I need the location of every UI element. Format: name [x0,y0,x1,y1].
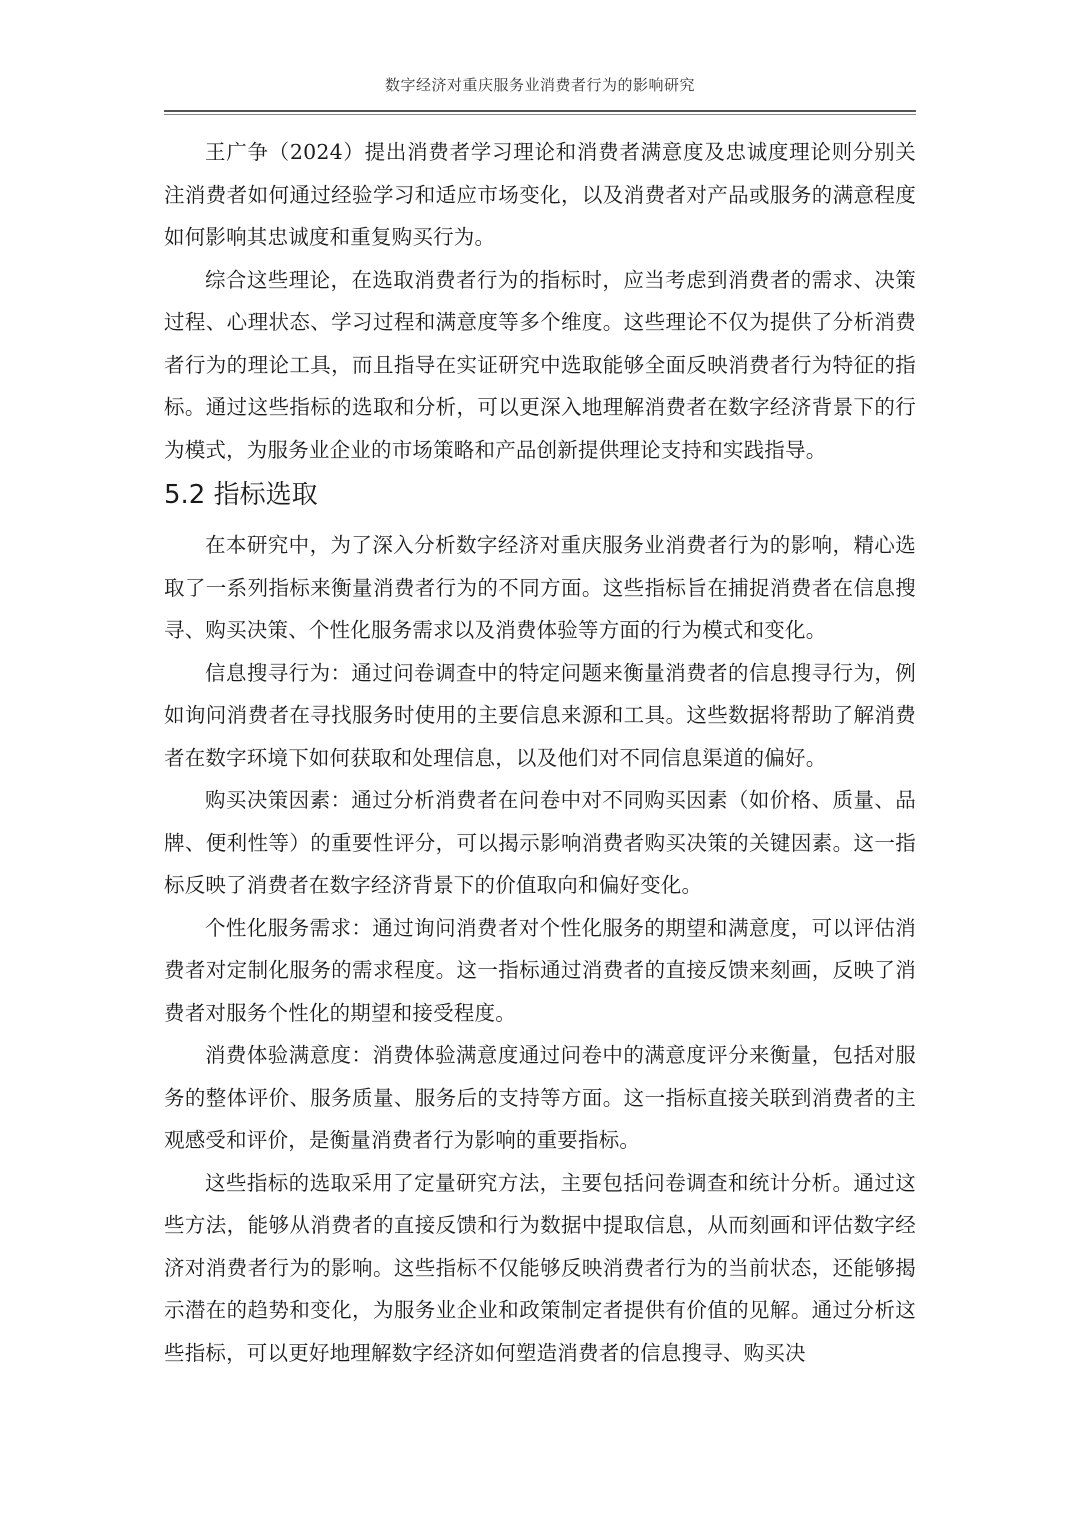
header-rule-thin [164,114,916,115]
header-rule [164,110,916,112]
paragraph: 综合这些理论，在选取消费者行为的指标时，应当考虑到消费者的需求、决策过程、心理状态、学习过程和满意度等多个维度。这些理论不仅为提供了分析消费者行为的理论工具，而且指导在实证研究中选取能够全面反映消费者行为特征的指标。通过这些指标的选取和分析，可以更深入地理解消费者在数字经济背景下的行为模式，为服务业企业的市场策略和产品创新提供理论支持和实践指导。 [164,267,916,462]
paragraph: 信息搜寻行为：通过问卷调查中的特定问题来衡量消费者的信息搜寻行为，例如询问消费者在寻找服务时使用的主要信息来源和工具。这些数据将帮助了解消费者在数字环境下如何获取和处理信息，以及他们对不同信息渠道的偏好。 [164,660,916,770]
paragraph: 消费体验满意度：消费体验满意度通过问卷中的满意度评分来衡量，包括对服务的整体评价、服务质量、服务后的支持等方面。这一指标直接关联到消费者的主观感受和评价，是衡量消费者行为影响的重要指标。 [164,1043,916,1152]
body-text [164,131,916,1374]
paragraph: 个性化服务需求：通过询问消费者对个性化服务的期望和满意度，可以评估消费者对定制化服务的需求程度。这一指标通过消费者的直接反馈来刻画，反映了消费者对服务个性化的期望和接受程度。 [164,915,916,1025]
running-header-title: 数字经济对重庆服务业消费者行为的影响研究 [384,76,695,94]
paragraph: 购买决策因素：通过分析消费者在问卷中对不同购买因素（如价格、质量、品牌、便利性等）的重要性评分，可以揭示影响消费者购买决策的关键因素。这一指标反映了消费者在数字经济背景下的价值取向和偏好变化。 [164,788,916,897]
paragraph: 在本研究中，为了深入分析数字经济对重庆服务业消费者行为的影响，精心选取了一系列指标来衡量消费者行为的不同方面。这些指标旨在捕捉消费者在信息搜寻、购买决策、个性化服务需求以及消费体验等方面的行为模式和变化。 [164,533,916,642]
section-heading: 5.2 指标选取 [164,480,318,510]
paragraph: 王广争（2024）提出消费者学习理论和消费者满意度及忠诚度理论则分别关注消费者如何通过经验学习和适应市场变化，以及消费者对产品或服务的满意程度如何影响其忠诚度和重复购买行为。 [164,140,916,249]
paragraph: 这些指标的选取采用了定量研究方法，主要包括问卷调查和统计分析。通过这些方法，能够从消费者的直接反馈和行为数据中提取信息，从而刻画和评估数字经济对消费者行为的影响。这些指标不仅能够反映消费者行为的当前状态，还能够揭示潜在的趋势和变化，为服务业企业和政策制定者提供有价值的见解。通过分析这些指标，可以更好地理解数字经济如何塑造消费者的信息搜寻、购买决 [164,1170,916,1365]
